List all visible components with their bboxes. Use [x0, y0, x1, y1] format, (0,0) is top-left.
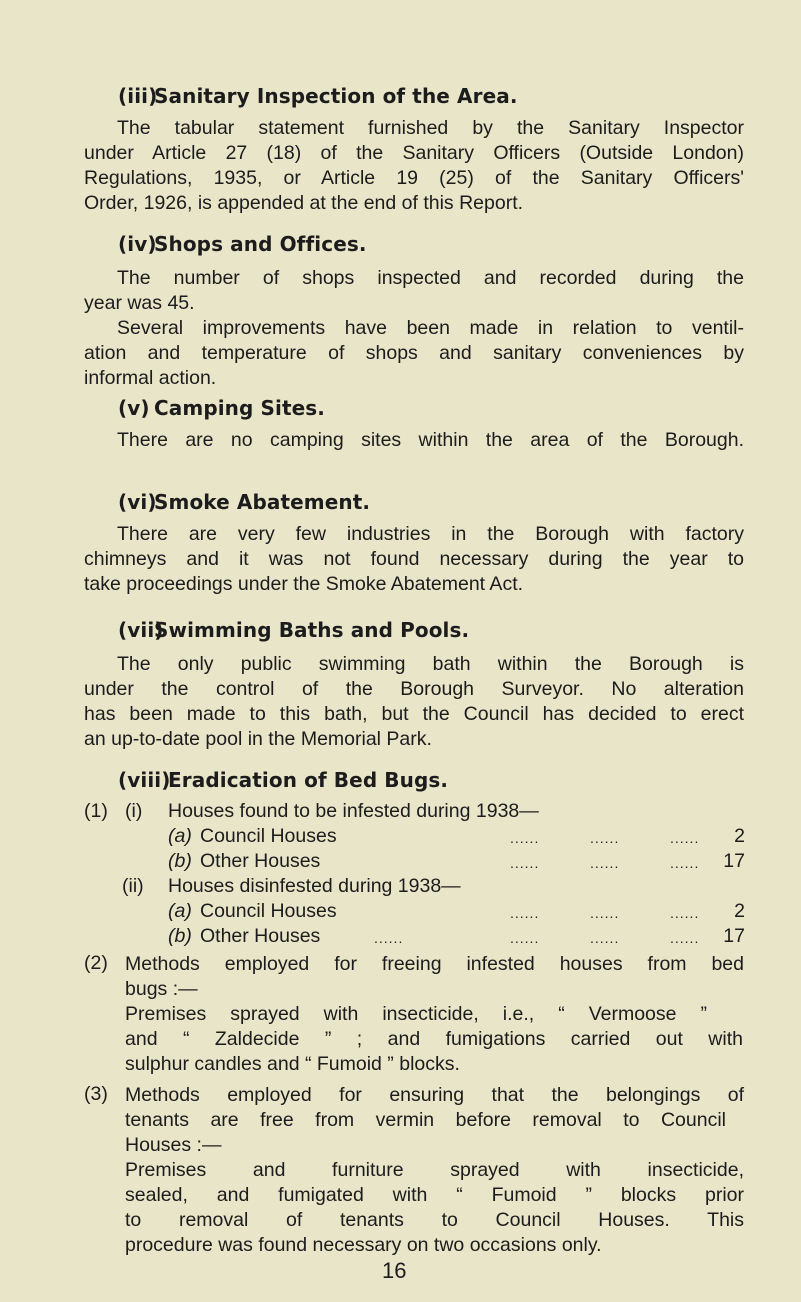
sub-item-number: (ii) — [122, 875, 144, 897]
text-line: informal action. — [84, 367, 217, 389]
paragraph-swimming-baths — [84, 652, 744, 752]
disinfested-houses-label: Houses disinfested during 1938— — [168, 875, 461, 897]
paragraph-sanitary-inspection — [84, 116, 744, 216]
council-houses-infested-label: Council Houses — [200, 825, 337, 847]
text-line: The only public swimming bath within the Borough is — [117, 653, 744, 675]
sub-item-number: (i) — [125, 800, 143, 822]
other-houses-disinfested-label: Other Houses — [200, 925, 321, 947]
council-houses-disinfested-label: Council Houses — [200, 900, 337, 922]
text-line: Several improvements have been made in relation to ventil- — [117, 317, 744, 339]
text-line: Regulations, 1935, or Article 19 (25) of the Sanitary Officers' — [84, 167, 744, 189]
leader-dots: ...... — [510, 855, 540, 871]
heading-number: (v) — [118, 396, 150, 420]
heading-bed-bugs — [118, 768, 448, 792]
marker-b: (b) — [168, 925, 192, 947]
text-line: ation and temperature of shops and sanitary conveniences by — [84, 342, 744, 364]
text-line: There are very few industries in the Borough with factory — [117, 523, 744, 545]
heading-swimming-baths — [118, 618, 469, 642]
methods-ensuring-block — [125, 1083, 744, 1258]
other-houses-infested-value: 17 — [723, 850, 745, 872]
text-line: sulphur candles and “ Fumoid ” blocks. — [125, 1053, 460, 1075]
text-line: Order, 1926, is appended at the end of this Report. — [84, 192, 524, 214]
leader-dots: ...... — [670, 930, 700, 946]
text-line: an up-to-date pool in the Memorial Park. — [84, 728, 432, 750]
marker-a: (a) — [168, 825, 192, 847]
text-line: and “ Zaldecide ” ; and fumigations carried out with — [125, 1028, 743, 1050]
heading-title: Camping Sites. — [154, 396, 325, 420]
text-line: sealed, and fumigated with “ Fumoid ” blocks prior — [125, 1184, 744, 1206]
paragraph-smoke-abatement — [84, 522, 744, 597]
leader-dots: ...... — [510, 930, 540, 946]
leader-dots: ...... — [590, 855, 620, 871]
paragraph-shops-offices — [84, 266, 744, 391]
item-number: (3) — [84, 1083, 108, 1105]
heading-title: Shops and Offices. — [154, 232, 367, 256]
leader-dots: ...... — [510, 830, 540, 846]
leader-dots: ...... — [590, 830, 620, 846]
text-line: Methods employed for ensuring that the belongings of — [125, 1084, 744, 1106]
methods-freeing-detail — [125, 1002, 743, 1077]
leader-dots: ...... — [510, 905, 540, 921]
item-number: (1) — [84, 800, 108, 822]
leader-dots: ...... — [374, 930, 404, 946]
text-line: The number of shops inspected and recorded during the — [117, 267, 744, 289]
leader-dots: ...... — [590, 930, 620, 946]
leader-dots: ...... — [670, 830, 700, 846]
other-houses-infested-label: Other Houses — [200, 850, 321, 872]
heading-title: Swimming Baths and Pools. — [154, 618, 470, 642]
heading-number: (iv) — [118, 232, 157, 256]
text-line: Houses :— — [125, 1134, 222, 1156]
heading-number: (iii) — [118, 84, 158, 108]
text-line: under Article 27 (18) of the Sanitary Officers (Outside London) — [84, 142, 744, 164]
text-line: Methods employed for freeing infested houses from bed — [125, 953, 744, 975]
heading-title: Sanitary Inspection of the Area. — [154, 84, 518, 108]
text-line: has been made to this bath, but the Council has decided to erect — [84, 703, 744, 725]
methods-freeing-block — [125, 952, 744, 1002]
leader-dots: ...... — [670, 855, 700, 871]
heading-number: (viii) — [118, 768, 171, 792]
text-line: bugs :— — [125, 978, 198, 1000]
text-line: Premises sprayed with insecticide, i.e., “ Vermoose ” — [125, 1003, 707, 1025]
text-line: tenants are free from vermin before removal to Council — [125, 1109, 726, 1131]
council-houses-infested-value: 2 — [734, 825, 745, 847]
page-number: 16 — [382, 1258, 407, 1283]
other-houses-disinfested-value: 17 — [723, 925, 745, 947]
paragraph-camping-sites — [84, 428, 744, 453]
heading-smoke-abatement — [118, 490, 370, 514]
text-line: There are no camping sites within the area of the Borough. — [117, 429, 744, 451]
item-number: (2) — [84, 952, 108, 974]
council-houses-disinfested-value: 2 — [734, 900, 745, 922]
infested-houses-label: Houses found to be infested during 1938— — [168, 800, 539, 822]
heading-title: Eradication of Bed Bugs. — [168, 768, 449, 792]
text-line: Premises and furniture sprayed with insecticide, — [125, 1159, 744, 1181]
leader-dots: ...... — [670, 905, 700, 921]
heading-shops-offices — [118, 232, 367, 256]
text-line: The tabular statement furnished by the Sanitary Inspector — [117, 117, 744, 139]
heading-sanitary-inspection — [118, 84, 518, 108]
text-line: chimneys and it was not found necessary during the year to — [84, 548, 744, 570]
heading-title: Smoke Abatement. — [154, 490, 371, 514]
text-line: procedure was found necessary on two occasions only. — [125, 1234, 602, 1256]
text-line: year was 45. — [84, 292, 195, 314]
text-line: take proceedings under the Smoke Abatement Act. — [84, 573, 524, 595]
leader-dots: ...... — [590, 905, 620, 921]
text-line: under the control of the Borough Surveyor. No alteration — [84, 678, 744, 700]
heading-number: (vi) — [118, 490, 157, 514]
marker-b: (b) — [168, 850, 192, 872]
heading-camping-sites — [118, 396, 325, 420]
marker-a: (a) — [168, 900, 192, 922]
text-line: to removal of tenants to Council Houses. This — [125, 1209, 744, 1231]
heading-number: (vii) — [118, 618, 164, 642]
